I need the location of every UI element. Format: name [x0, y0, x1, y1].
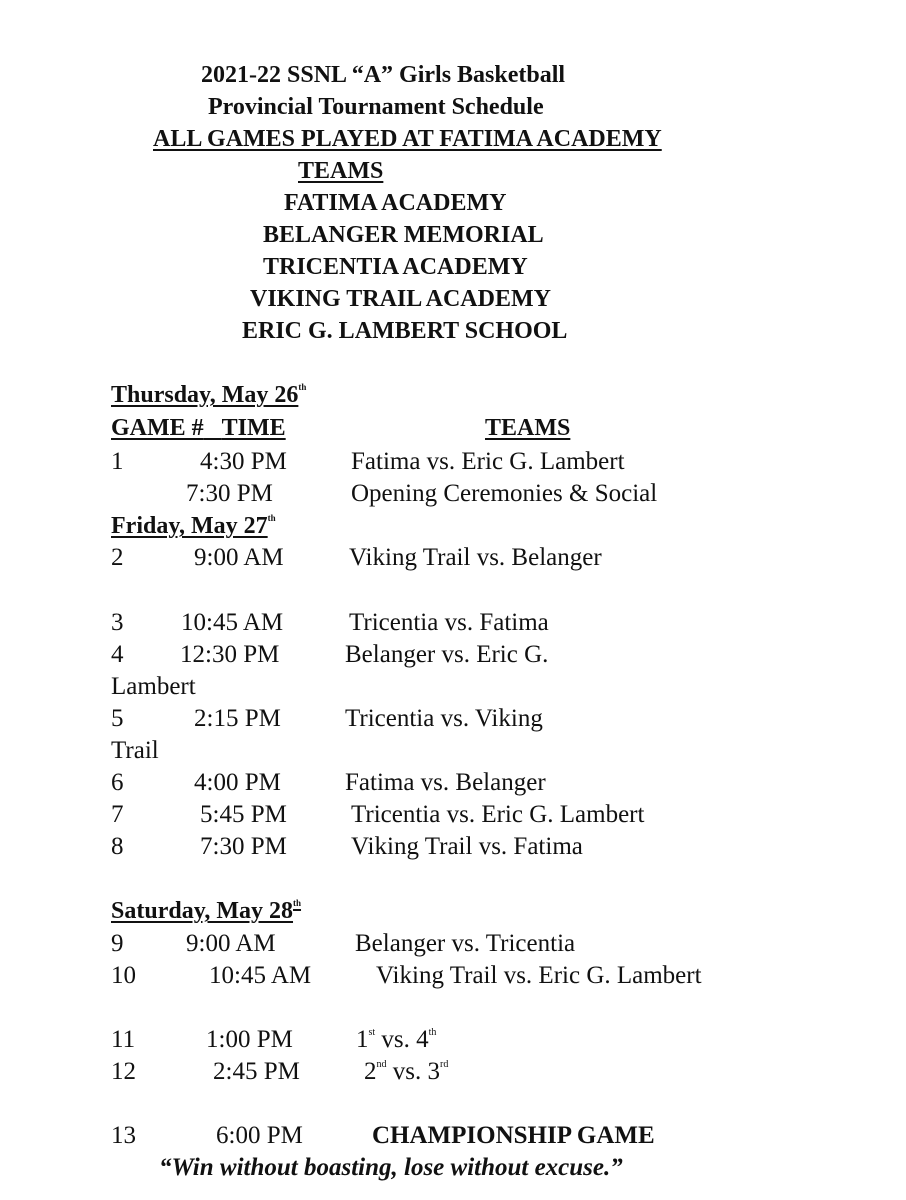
game-number: 5 — [111, 705, 124, 732]
game-teams: Viking Trail vs. Belanger — [349, 544, 602, 571]
game-teams: Belanger vs. Eric G. — [345, 641, 549, 668]
game-number: 8 — [111, 833, 124, 860]
game-number: 3 — [111, 609, 124, 636]
championship-label: CHAMPIONSHIP GAME — [372, 1122, 655, 1149]
game-time: 10:45 AM — [181, 609, 284, 636]
game-number: 6 — [111, 769, 124, 796]
game-number: 1 — [111, 448, 124, 475]
event-name: Opening Ceremonies & Social — [351, 480, 658, 507]
game-teams-wrap: Lambert — [111, 673, 196, 700]
seed-matchup: 1st vs. 4th — [356, 1026, 437, 1053]
col-header-teams: TEAMS — [485, 415, 571, 441]
game-time: 1:00 PM — [206, 1026, 293, 1053]
game-teams: Fatima vs. Belanger — [345, 769, 546, 796]
game-number: 12 — [111, 1058, 136, 1085]
team-belanger: BELANGER MEMORIAL — [263, 222, 544, 248]
game-time: 4:00 PM — [194, 769, 281, 796]
game-number: 7 — [111, 801, 124, 828]
team-fatima: FATIMA ACADEMY — [284, 190, 507, 216]
title-line-1: 2021-22 SSNL “A” Girls Basketball — [201, 62, 566, 88]
day-heading-saturday: Saturday, May 28th — [111, 898, 302, 924]
game-time: 10:45 AM — [209, 962, 312, 989]
team-eric-lambert: ERIC G. LAMBERT SCHOOL — [242, 318, 568, 344]
day-heading-friday: Friday, May 27th — [111, 513, 276, 539]
team-tricentia: TRICENTIA ACADEMY — [263, 254, 528, 280]
motto-quote: “Win without boasting, lose without excuse.” — [159, 1154, 623, 1181]
game-number: 10 — [111, 962, 136, 989]
event-time: 7:30 PM — [186, 480, 273, 507]
game-number: 2 — [111, 544, 124, 571]
col-header-game-time: GAME # TIME — [111, 415, 286, 441]
title-line-2: Provincial Tournament Schedule — [208, 94, 544, 120]
venue-line: ALL GAMES PLAYED AT FATIMA ACADEMY — [153, 126, 662, 152]
game-number: 4 — [111, 641, 124, 668]
game-teams: Viking Trail vs. Eric G. Lambert — [376, 962, 702, 989]
game-teams: Belanger vs. Tricentia — [355, 930, 576, 957]
game-time: 7:30 PM — [200, 833, 287, 860]
game-time: 9:00 AM — [194, 544, 284, 571]
game-teams: Tricentia vs. Fatima — [349, 609, 549, 636]
game-time: 12:30 PM — [180, 641, 280, 668]
game-time: 2:45 PM — [213, 1058, 300, 1085]
game-time: 4:30 PM — [200, 448, 287, 475]
game-time: 5:45 PM — [200, 801, 287, 828]
teams-heading: TEAMS — [298, 158, 384, 184]
game-time: 6:00 PM — [216, 1122, 303, 1149]
game-teams: Tricentia vs. Eric G. Lambert — [351, 801, 645, 828]
game-number: 13 — [111, 1122, 136, 1149]
team-viking-trail: VIKING TRAIL ACADEMY — [250, 286, 551, 312]
game-teams: Fatima vs. Eric G. Lambert — [351, 448, 625, 475]
game-time: 9:00 AM — [186, 930, 276, 957]
game-teams: Viking Trail vs. Fatima — [351, 833, 583, 860]
game-time: 2:15 PM — [194, 705, 281, 732]
seed-matchup: 2nd vs. 3rd — [364, 1058, 449, 1085]
game-teams: Tricentia vs. Viking — [345, 705, 543, 732]
game-teams-wrap: Trail — [111, 737, 159, 764]
game-number: 11 — [111, 1026, 136, 1053]
game-number: 9 — [111, 930, 124, 957]
day-heading-thursday: Thursday, May 26th — [111, 382, 307, 408]
